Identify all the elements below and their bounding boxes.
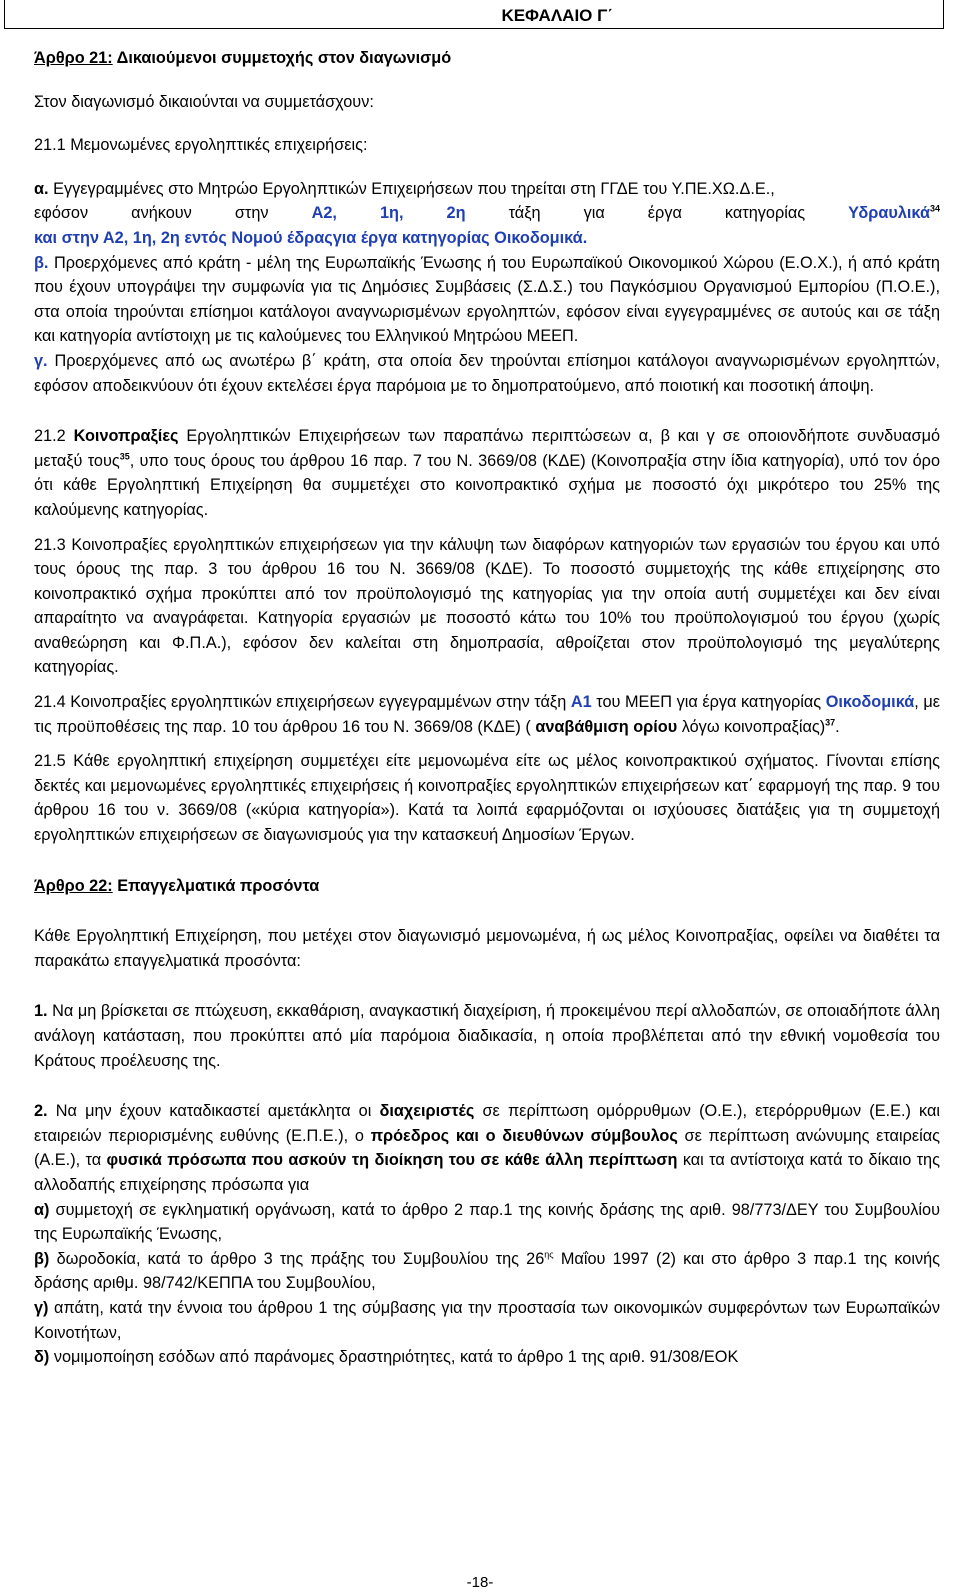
- point-1-text: Να μη βρίσκεται σε πτώχευση, εκκαθάριση, αναγκαστική διαχείριση, ή προκειμένου περί αλλοδαπών, σε οποιαδήποτε άλλη ανάλογη κατάσταση, που προκύπτει από μία παρόμοια διαδικασία, η οποία προβλέπεται από την εθνική νομοθεσία του Κράτους προέλευσης της.: [34, 1002, 940, 1070]
- subitem-b-superscript: ης: [544, 1249, 554, 1260]
- item-b-text: Προερχόμενες από κράτη - μέλη της Ευρωπαϊκής Ένωσης ή του Ευρωπαϊκού Οικονομικού Χώρου (Ε.Ο.Χ.), ή από κράτη που έχουν υπογράψει την συμφωνία για τις Δημόσιες Συμβάσεις (Σ.Δ.Σ.) του Παγκόσμιου Οργανισμού Εμπορίου (Π.Ο.Ε.), στα οποία τηρούνται επίσημοι κατάλογοι αναγνωρισμένων εργοληπτών, εφόσον είναι εγγεγραμμένες σε αυτούς και σε τάξη και κατηγορία αντίστοιχη με τις καλούμενες του Ελληνικού Μητρώου ΜΕΕΠ.: [34, 253, 940, 346]
- subitem-a-text: συμμετοχή σε εγκληματική οργάνωση, κατά το άρθρο 2 παρ.1 της κοινής δράσης της αριθ. 98/773/ΔΕΥ του Συμβουλίου της Ευρωπαϊκής Ένωσης,: [34, 1200, 940, 1244]
- item-a: [34, 177, 940, 202]
- chapter-title: ΚΕΦΑΛΑΙΟ Γ΄: [501, 6, 613, 25]
- section-21-4-text-4: λόγω κοινοπραξίας): [681, 717, 826, 736]
- section-21-4: [34, 690, 940, 739]
- subitem-d: [34, 1345, 940, 1370]
- item-c-text: Προερχόμενες από ως ανωτέρω β΄ κράτη, στα οποία δεν τηρούνται επίσημοι κατάλογοι αναγνωρισμένων εργοληπτών, εφόσον αποδεικνύουν ότι έχουν εκτελέσει έργα παρόμοια με το δημοπρατούμενο, από ποιοτική και ποσοτική άποψη.: [34, 351, 940, 395]
- item-b: [34, 251, 940, 349]
- subitem-b: [34, 1247, 940, 1296]
- section-21-2-text-2: , υπο τους όρους του άρθρου 16 παρ. 7 του Ν. 3669/08 (ΚΔΕ) (Κοινοπραξία στην ίδια κατηγορία), υπό τον όρο ότι κάθε Εργοληπτική Επιχείρηση θα συμμετέχει στο κοινοπρακτικό σχήμα με ποσοστό όχι μικρότερο του 25% της καλούμενης κατηγορίας.: [34, 451, 940, 519]
- page-number: -18-: [466, 1574, 494, 1591]
- section-21-4-text-1: 21.4 Κοινοπραξίες εργοληπτικών επιχειρήσεων εγγεγραμμένων στην τάξη: [34, 693, 567, 712]
- subitem-c-label: γ): [34, 1298, 49, 1317]
- section-21-4-class: Α1: [570, 693, 592, 712]
- subitem-b-text-1: δωροδοκία, κατά το άρθρο 3 της πράξης του Συμβουλίου της 26: [56, 1249, 545, 1268]
- article-22-title: Επαγγελματικά προσόντα: [117, 876, 320, 895]
- item-c: [34, 349, 940, 398]
- subitem-b-text-2: Μαΐου 1997 (2) και στο άρθρο 3 παρ.1 της κοινής δράσης αριθμ. 98/742/ΚΕΠΠΑ του Συμβουλίου,: [34, 1249, 941, 1293]
- article-21-title: Δικαιούμενοι συμμετοχής στον διαγωνισμό: [116, 49, 452, 67]
- item-b-label: β.: [34, 253, 49, 272]
- section-21-2-bold: Κοινοπραξίες: [73, 427, 179, 446]
- point-2-bold-3: φυσικά πρόσωπα που ασκούν τη διοίκηση του σε κάθε άλλη περίπτωση: [106, 1151, 678, 1170]
- footnote-35-ref: 35: [119, 451, 130, 462]
- section-21-5: 21.5 Κάθε εργοληπτική επιχείρηση συμμετέχει είτε μεμονωμένα είτε ως μέλος κοινοπρακτικού σχήματος. Γίνονται επίσης δεκτές και μεμονωμένες εργοληπτικές επιχειρήσεις ή κοινοπραξίες εργοληπτικών επιχειρήσεων κατ΄ εφαρμογή της παρ. 9 του άρθρου 16 του ν. 3669/08 («κύρια κατηγορία»). Κατά τα λοιπά εφαρμόζονται οι ισχύουσες διατάξεις για τη συμμετοχή εργοληπτικών επιχειρήσεων σε διαγωνισμούς για την κατασκευή Δημοσίων Έργων.: [34, 752, 940, 845]
- item-a-text-1: Εγγεγραμμένες στο Μητρώο Εργοληπτικών Επιχειρήσεων που τηρείται στη ΓΓΔΕ του Υ.ΠΕ.ΧΩ.Δ.Ε.,: [53, 179, 775, 198]
- subitem-b-label: β): [34, 1249, 50, 1268]
- item-a-category-hydraulic: Υδραυλικά: [848, 204, 930, 223]
- point-2-bold-2: πρόεδρος και ο διευθύνων σύμβουλος: [370, 1126, 678, 1145]
- section-21-4-text-3: , με τις προϋποθέσεις της παρ. 10 του άρθρου 16 του Ν. 3669/08 (ΚΔΕ) (: [34, 693, 940, 736]
- section-21-2-text-1: Εργοληπτικών Επιχειρήσεων των παραπάνω περιπτώσεων α, β και γ σε οποιονδήποτε συνδυασμό μεταξύ τους: [34, 427, 941, 470]
- footnote-37-ref: 37: [825, 717, 836, 728]
- article-21-intro: Στον διαγωνισμό δικαιούνται να συμμετάσχουν:: [34, 92, 374, 111]
- subitem-a-label: α): [34, 1200, 50, 1219]
- subitem-c: [34, 1296, 940, 1345]
- section-21-4-bold: αναβάθμιση ορίου: [535, 717, 678, 736]
- header-box: [4, 0, 944, 29]
- point-2-text-1: Να μην έχουν καταδικαστεί αμετάκλητα οι: [55, 1102, 372, 1121]
- point-2: [34, 1099, 940, 1197]
- section-21-3: 21.3 Κοινοπραξίες εργοληπτικών επιχειρήσεων για την κάλυψη των διαφόρων κατηγοριών των εργασιών του έργου και υπό τους όρους της παρ. 3 του άρθρου 16 του Ν. 3669/08 (ΚΔΕ). Το ποσοστό συμμετοχής της κάθε επιχείρησης στο κοινοπρακτικό σχήμα προκύπτει από τον προϋπολογισμό της κατηγορίας για την οποία αυτή συμμετέχει και δεν είναι απαραίτητο να αναγράφεται. Κατηγορία εργασιών με ποσοστό κάτω του 10% του προϋπολογισμού του έργου (χωρίς αναθεώρηση και Φ.Π.Α.), εφόσον δεν καλείται στη δημοπρασία, αθροίζεται στον προϋπολογισμό της μεγαλύτερης κατηγορίας.: [34, 535, 940, 677]
- point-2-bold-1: διαχειριστές: [379, 1102, 475, 1121]
- point-1: [34, 999, 940, 1073]
- footnote-34-ref: 34: [929, 203, 940, 214]
- item-c-label: γ.: [34, 351, 48, 370]
- section-21-4-end: .: [835, 717, 840, 736]
- section-21-4-text-2: του ΜΕΕΠ για έργα κατηγορίας: [596, 693, 822, 712]
- subitem-c-text: απάτη, κατά την έννοια του άρθρου 1 της σύμβασης για την προστασία των οικονομικών συμφερόντων των Ευρωπαϊκών Κοινοτήτων,: [34, 1298, 940, 1342]
- point-1-number: 1.: [34, 1002, 48, 1021]
- page-body: [34, 46, 940, 1370]
- point-2-number: 2.: [34, 1102, 48, 1121]
- article-22-heading: [34, 874, 940, 899]
- item-a-class: Α2, 1η, 2η: [311, 204, 466, 223]
- section-21-2: [34, 424, 940, 522]
- item-a-line-2: [34, 201, 940, 226]
- point-2-text-2: σε περίπτωση ομόρρυθμων (Ο.Ε.), ετερόρρυθμων (Ε.Ε.) και εταιρειών περιορισμένης ευθύνης (Ε.Π.Ε.), ο: [34, 1102, 940, 1145]
- subitem-a: [34, 1198, 940, 1247]
- item-a-label: α.: [34, 179, 49, 198]
- point-2-text-3: σε περίπτωση ανώνυμης εταιρείας (Α.Ε.), τα: [34, 1126, 940, 1170]
- section-21-2-number: 21.2: [34, 427, 66, 446]
- point-2-text-4: και τα αντίστοιχα κατά το δίκαιο της αλλοδαπής επιχείρησης πρόσωπα για: [34, 1151, 940, 1194]
- article-22-intro: Κάθε Εργοληπτική Επιχείρηση, που μετέχει στον διαγωνισμό μεμονωμένα, ή ως μέλος Κοινοπραξίας, οφείλει να διαθέτει τα παρακάτω επαγγελματικά προσόντα:: [34, 927, 940, 970]
- item-a-rest: και στην Α2, 1η, 2η εντός Νομού έδραςγια έργα κατηγορίας Οικοδομικά.: [34, 228, 588, 247]
- section-21-4-category: Οικοδομικά: [825, 693, 915, 712]
- article-21-heading: [34, 46, 940, 71]
- section-21-1: 21.1 Μεμονωμένες εργοληπτικές επιχειρήσεις:: [34, 136, 368, 155]
- item-a-text-2: εφόσον ανήκουν στην: [34, 204, 269, 223]
- subitem-d-label: δ): [34, 1348, 50, 1367]
- subitem-d-text: νομιμοποίηση εσόδων από παράνομες δραστηριότητες, κατά το άρθρο 1 της αριθ. 91/308/ΕΟΚ: [53, 1348, 739, 1367]
- article-22-number: Άρθρο 22:: [34, 876, 113, 895]
- article-21-number: Άρθρο 21:: [34, 49, 113, 67]
- item-a-text-3: τάξη για έργα κατηγορίας: [508, 204, 806, 223]
